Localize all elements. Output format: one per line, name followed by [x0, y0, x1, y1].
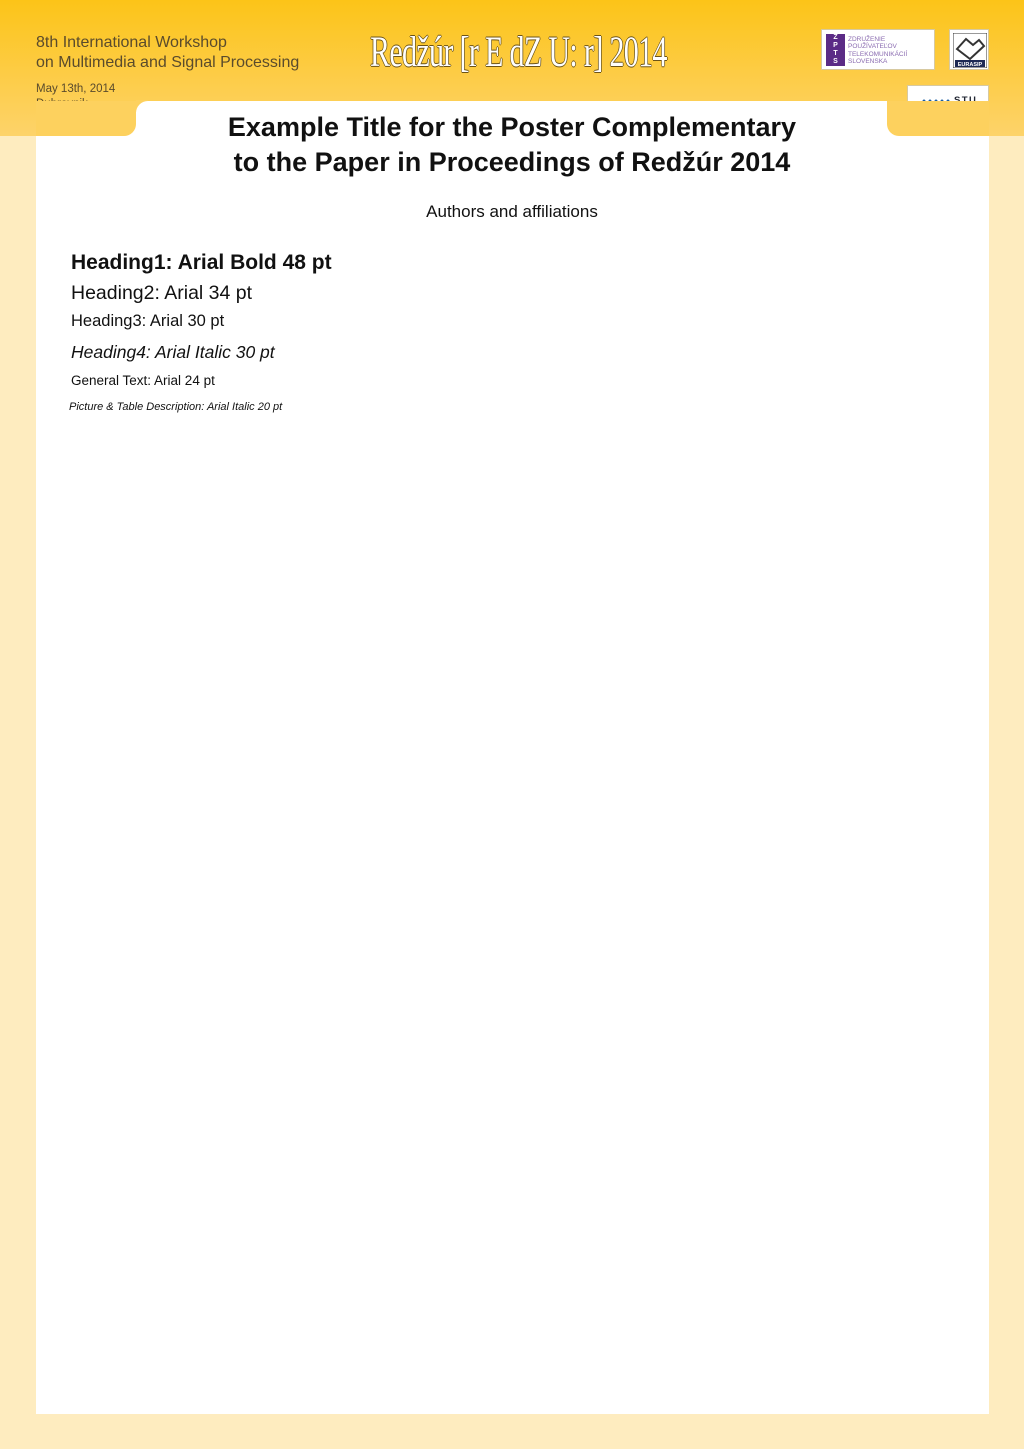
general-text-sample: General Text: Arial 24 pt	[71, 373, 215, 388]
heading-3-sample: Heading3: Arial 30 pt	[71, 312, 225, 330]
zpts-logo-mark	[826, 34, 845, 66]
poster-title-line-1: Example Title for the Poster Complementary	[227, 112, 797, 142]
zpts-letter: Z	[833, 34, 838, 41]
poster-title	[0, 110, 1024, 180]
authors-affiliations: Authors and affiliations	[426, 202, 598, 221]
poster-title-line-2: to the Paper in Proceedings of Redžúr 2014	[233, 147, 791, 177]
zpts-letter: P	[833, 42, 838, 49]
zpts-line: POUŽÍVATEĽOV	[848, 43, 897, 51]
event-date: May 13th, 2014	[36, 83, 116, 95]
zpts-letter: S	[833, 58, 838, 65]
zpts-logo	[821, 29, 935, 70]
brand-wordmark: Redžúr [r E dZ U: r] 2014	[370, 29, 667, 76]
heading-2-sample: Heading2: Arial 34 pt	[71, 282, 253, 304]
workshop-line-2: on Multimedia and Signal Processing	[36, 54, 300, 71]
zpts-logo-text	[848, 36, 907, 65]
zpts-letter: T	[833, 50, 838, 57]
zpts-line: TELEKOMUNIKÁCIÍ	[848, 50, 908, 58]
workshop-name	[36, 33, 299, 73]
eurasip-label: EURASIP	[957, 62, 983, 68]
eurasip-logo	[949, 29, 989, 70]
caption-sample: Picture & Table Description: Arial Italic 20 pt	[69, 401, 283, 413]
zpts-line: SLOVENSKA	[848, 57, 888, 65]
heading-4-sample: Heading4: Arial Italic 30 pt	[71, 342, 275, 362]
zpts-line: ZDRUŽENIE	[848, 36, 886, 43]
heading-1-sample: Heading1: Arial Bold 48 pt	[71, 251, 332, 274]
workshop-line-1: 8th International Workshop	[36, 34, 227, 51]
eurasip-icon	[953, 33, 987, 68]
